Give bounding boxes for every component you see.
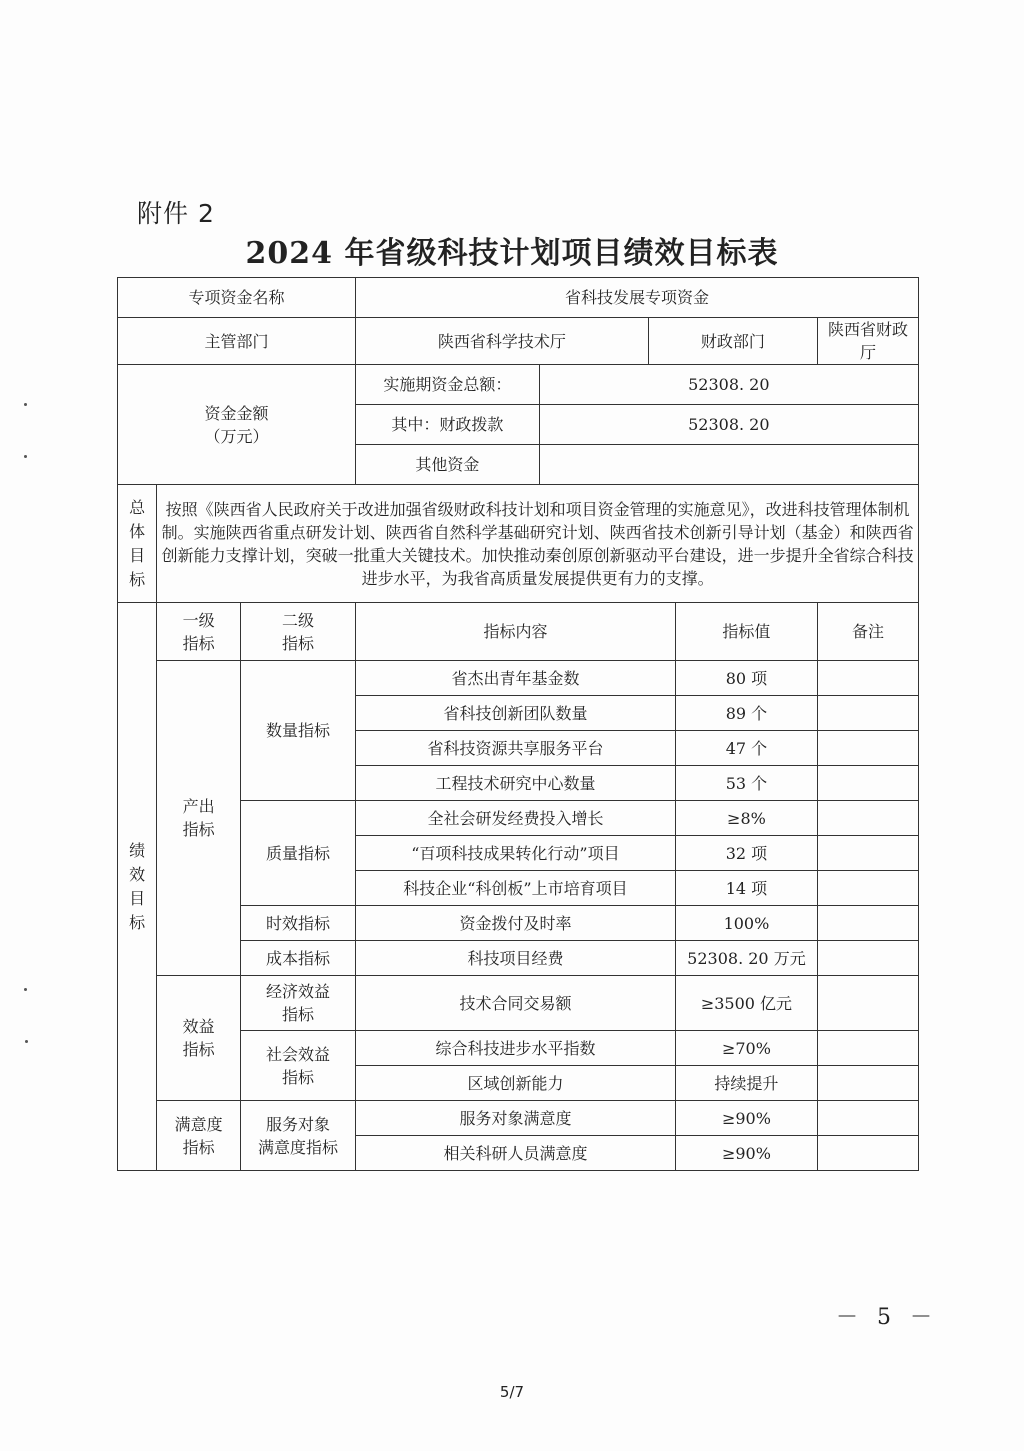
- quality-indicator: 质量指标: [241, 801, 356, 906]
- table-row: [118, 976, 919, 1031]
- scan-dot: [24, 403, 27, 406]
- table-row: [118, 1101, 919, 1136]
- indicator-value: 14 项: [675, 871, 817, 906]
- total-label: 实施期资金总额：: [356, 365, 540, 405]
- quantity-indicator: 数量指标: [241, 661, 356, 801]
- indicator-note: [818, 731, 919, 766]
- indicator-content: 服务对象满意度: [356, 1101, 676, 1136]
- other-funds-label: 其他资金: [356, 445, 540, 485]
- overall-goal-label: [118, 485, 157, 603]
- scan-dot: [24, 455, 27, 458]
- indicator-value: 80 项: [675, 661, 817, 696]
- header-level2-line1: 二级: [282, 610, 315, 630]
- perf-target-label-text: 绩效目标: [129, 840, 146, 932]
- indicator-value: 100%: [675, 906, 817, 941]
- indicator-value: 47 个: [675, 731, 817, 766]
- header-content: 指标内容: [356, 603, 676, 661]
- social-benefit-line2: 指标: [282, 1067, 315, 1087]
- header-value: 指标值: [675, 603, 817, 661]
- table-header-row: [118, 603, 919, 661]
- indicator-value: ≥90%: [675, 1101, 817, 1136]
- table-row: [118, 661, 919, 696]
- timeliness-indicator: 时效指标: [241, 906, 356, 941]
- indicator-note: [818, 906, 919, 941]
- output-indicator: [157, 661, 241, 976]
- satisfaction-indicator: [157, 1101, 241, 1171]
- indicator-note: [818, 766, 919, 801]
- fiscal-value: 52308. 20: [539, 405, 918, 445]
- fiscal-label: 其中：财政拨款: [356, 405, 540, 445]
- indicator-value: 32 项: [675, 836, 817, 871]
- total-value: 52308. 20: [539, 365, 918, 405]
- indicator-value: 52308. 20 万元: [675, 941, 817, 976]
- indicator-note: [818, 871, 919, 906]
- amount-label-line1: 资金金额: [204, 403, 269, 423]
- finance-dept-value: 陕西省财政厅: [818, 318, 919, 365]
- indicator-value: 89 个: [675, 696, 817, 731]
- indicator-content: 综合科技进步水平指数: [356, 1031, 676, 1066]
- benefit-indicator-line2: 指标: [182, 1040, 215, 1059]
- indicator-note: [818, 1101, 919, 1136]
- economic-benefit-line2: 指标: [282, 1005, 315, 1024]
- indicator-content: 省科技资源共享服务平台: [356, 731, 676, 766]
- fund-name-label: 专项资金名称: [118, 278, 356, 318]
- output-indicator-line1: 产出: [182, 797, 215, 816]
- satisfaction-indicator-line1: 满意度: [174, 1114, 223, 1134]
- indicator-content: 资金拨付及时率: [356, 906, 676, 941]
- indicator-value: ≥8%: [675, 801, 817, 836]
- performance-target-table: [117, 277, 919, 1171]
- indicator-note: [818, 1136, 919, 1171]
- table-row: [118, 318, 919, 365]
- scan-dot: [24, 988, 27, 991]
- social-benefit-indicator: [241, 1031, 356, 1101]
- satisfaction-indicator-line2: 指标: [182, 1137, 215, 1157]
- indicator-content: 科技项目经费: [356, 941, 676, 976]
- indicator-content: 工程技术研究中心数量: [356, 766, 676, 801]
- indicator-content: 省杰出青年基金数: [356, 661, 676, 696]
- service-satisfaction-line1: 服务对象: [266, 1114, 331, 1134]
- indicator-value: ≥3500 亿元: [675, 976, 817, 1031]
- amount-label-line2: （万元）: [204, 426, 269, 446]
- indicator-note: [818, 661, 919, 696]
- economic-benefit-line1: 经济效益: [266, 982, 331, 1001]
- fund-name-value: 省科技发展专项资金: [356, 278, 919, 318]
- indicator-note: [818, 976, 919, 1031]
- indicator-value: 持续提升: [675, 1066, 817, 1101]
- perf-target-label: [118, 603, 157, 1171]
- pdf-page-indicator: 5/7: [499, 1383, 525, 1401]
- indicator-value: ≥90%: [675, 1136, 817, 1171]
- header-note: 备注: [818, 603, 919, 661]
- indicator-content: 技术合同交易额: [356, 976, 676, 1031]
- economic-benefit-indicator: [241, 976, 356, 1031]
- header-level2-line2: 指标: [282, 633, 315, 653]
- indicator-content: 科技企业“科创板”上市培育项目: [356, 871, 676, 906]
- overall-goal-text: 按照《陕西省人民政府关于改进加强省级财政科技计划和项目资金管理的实施意见》，改进科技管理体制机制。实施陕西省重点研发计划、陕西省自然科学基础研究计划、陕西省技术创新引导计划（基金）和陕西省创新能力支撑计划，突破一批重大关键技术。加快推动秦创原创新驱动平台建设，进一步提升全省综合科技进步水平，为我省高质量发展提供更有力的支撑。: [157, 485, 919, 603]
- benefit-indicator: [157, 976, 241, 1101]
- indicator-note: [818, 1031, 919, 1066]
- indicator-content: 全社会研发经费投入增长: [356, 801, 676, 836]
- amount-label: [118, 365, 356, 485]
- indicator-content: “百项科技成果转化行动”项目: [356, 836, 676, 871]
- header-level2: [241, 603, 356, 661]
- header-level1-line2: 指标: [182, 633, 215, 653]
- overall-goal-label-text: 总体目标: [129, 497, 146, 589]
- other-funds-value: [539, 445, 918, 485]
- indicator-note: [818, 1066, 919, 1101]
- page-number: － 5 －: [836, 1305, 938, 1330]
- table-row: [118, 278, 919, 318]
- benefit-indicator-line1: 效益: [182, 1017, 215, 1036]
- dept-value: 陕西省科学技术厅: [356, 318, 649, 365]
- scan-dot: [25, 1040, 28, 1043]
- indicator-note: [818, 696, 919, 731]
- indicator-content: 省科技创新团队数量: [356, 696, 676, 731]
- cost-indicator: 成本指标: [241, 941, 356, 976]
- document-title: 2024 年省级科技计划项目绩效目标表: [245, 236, 779, 271]
- table-row: [118, 365, 919, 405]
- indicator-content: 相关科研人员满意度: [356, 1136, 676, 1171]
- indicator-note: [818, 941, 919, 976]
- table-row: [118, 485, 919, 603]
- indicator-note: [818, 801, 919, 836]
- service-satisfaction-line2: 满意度指标: [258, 1137, 339, 1157]
- header-level1: [157, 603, 241, 661]
- indicator-value: ≥70%: [675, 1031, 817, 1066]
- header-level1-line1: 一级: [182, 610, 215, 630]
- social-benefit-line1: 社会效益: [266, 1044, 331, 1064]
- service-satisfaction-indicator: [241, 1101, 356, 1171]
- attachment-label: 附件 2: [137, 199, 215, 228]
- indicator-value: 53 个: [675, 766, 817, 801]
- dept-label: 主管部门: [118, 318, 356, 365]
- finance-dept-label: 财政部门: [648, 318, 817, 365]
- indicator-note: [818, 836, 919, 871]
- output-indicator-line2: 指标: [182, 820, 215, 839]
- indicator-content: 区域创新能力: [356, 1066, 676, 1101]
